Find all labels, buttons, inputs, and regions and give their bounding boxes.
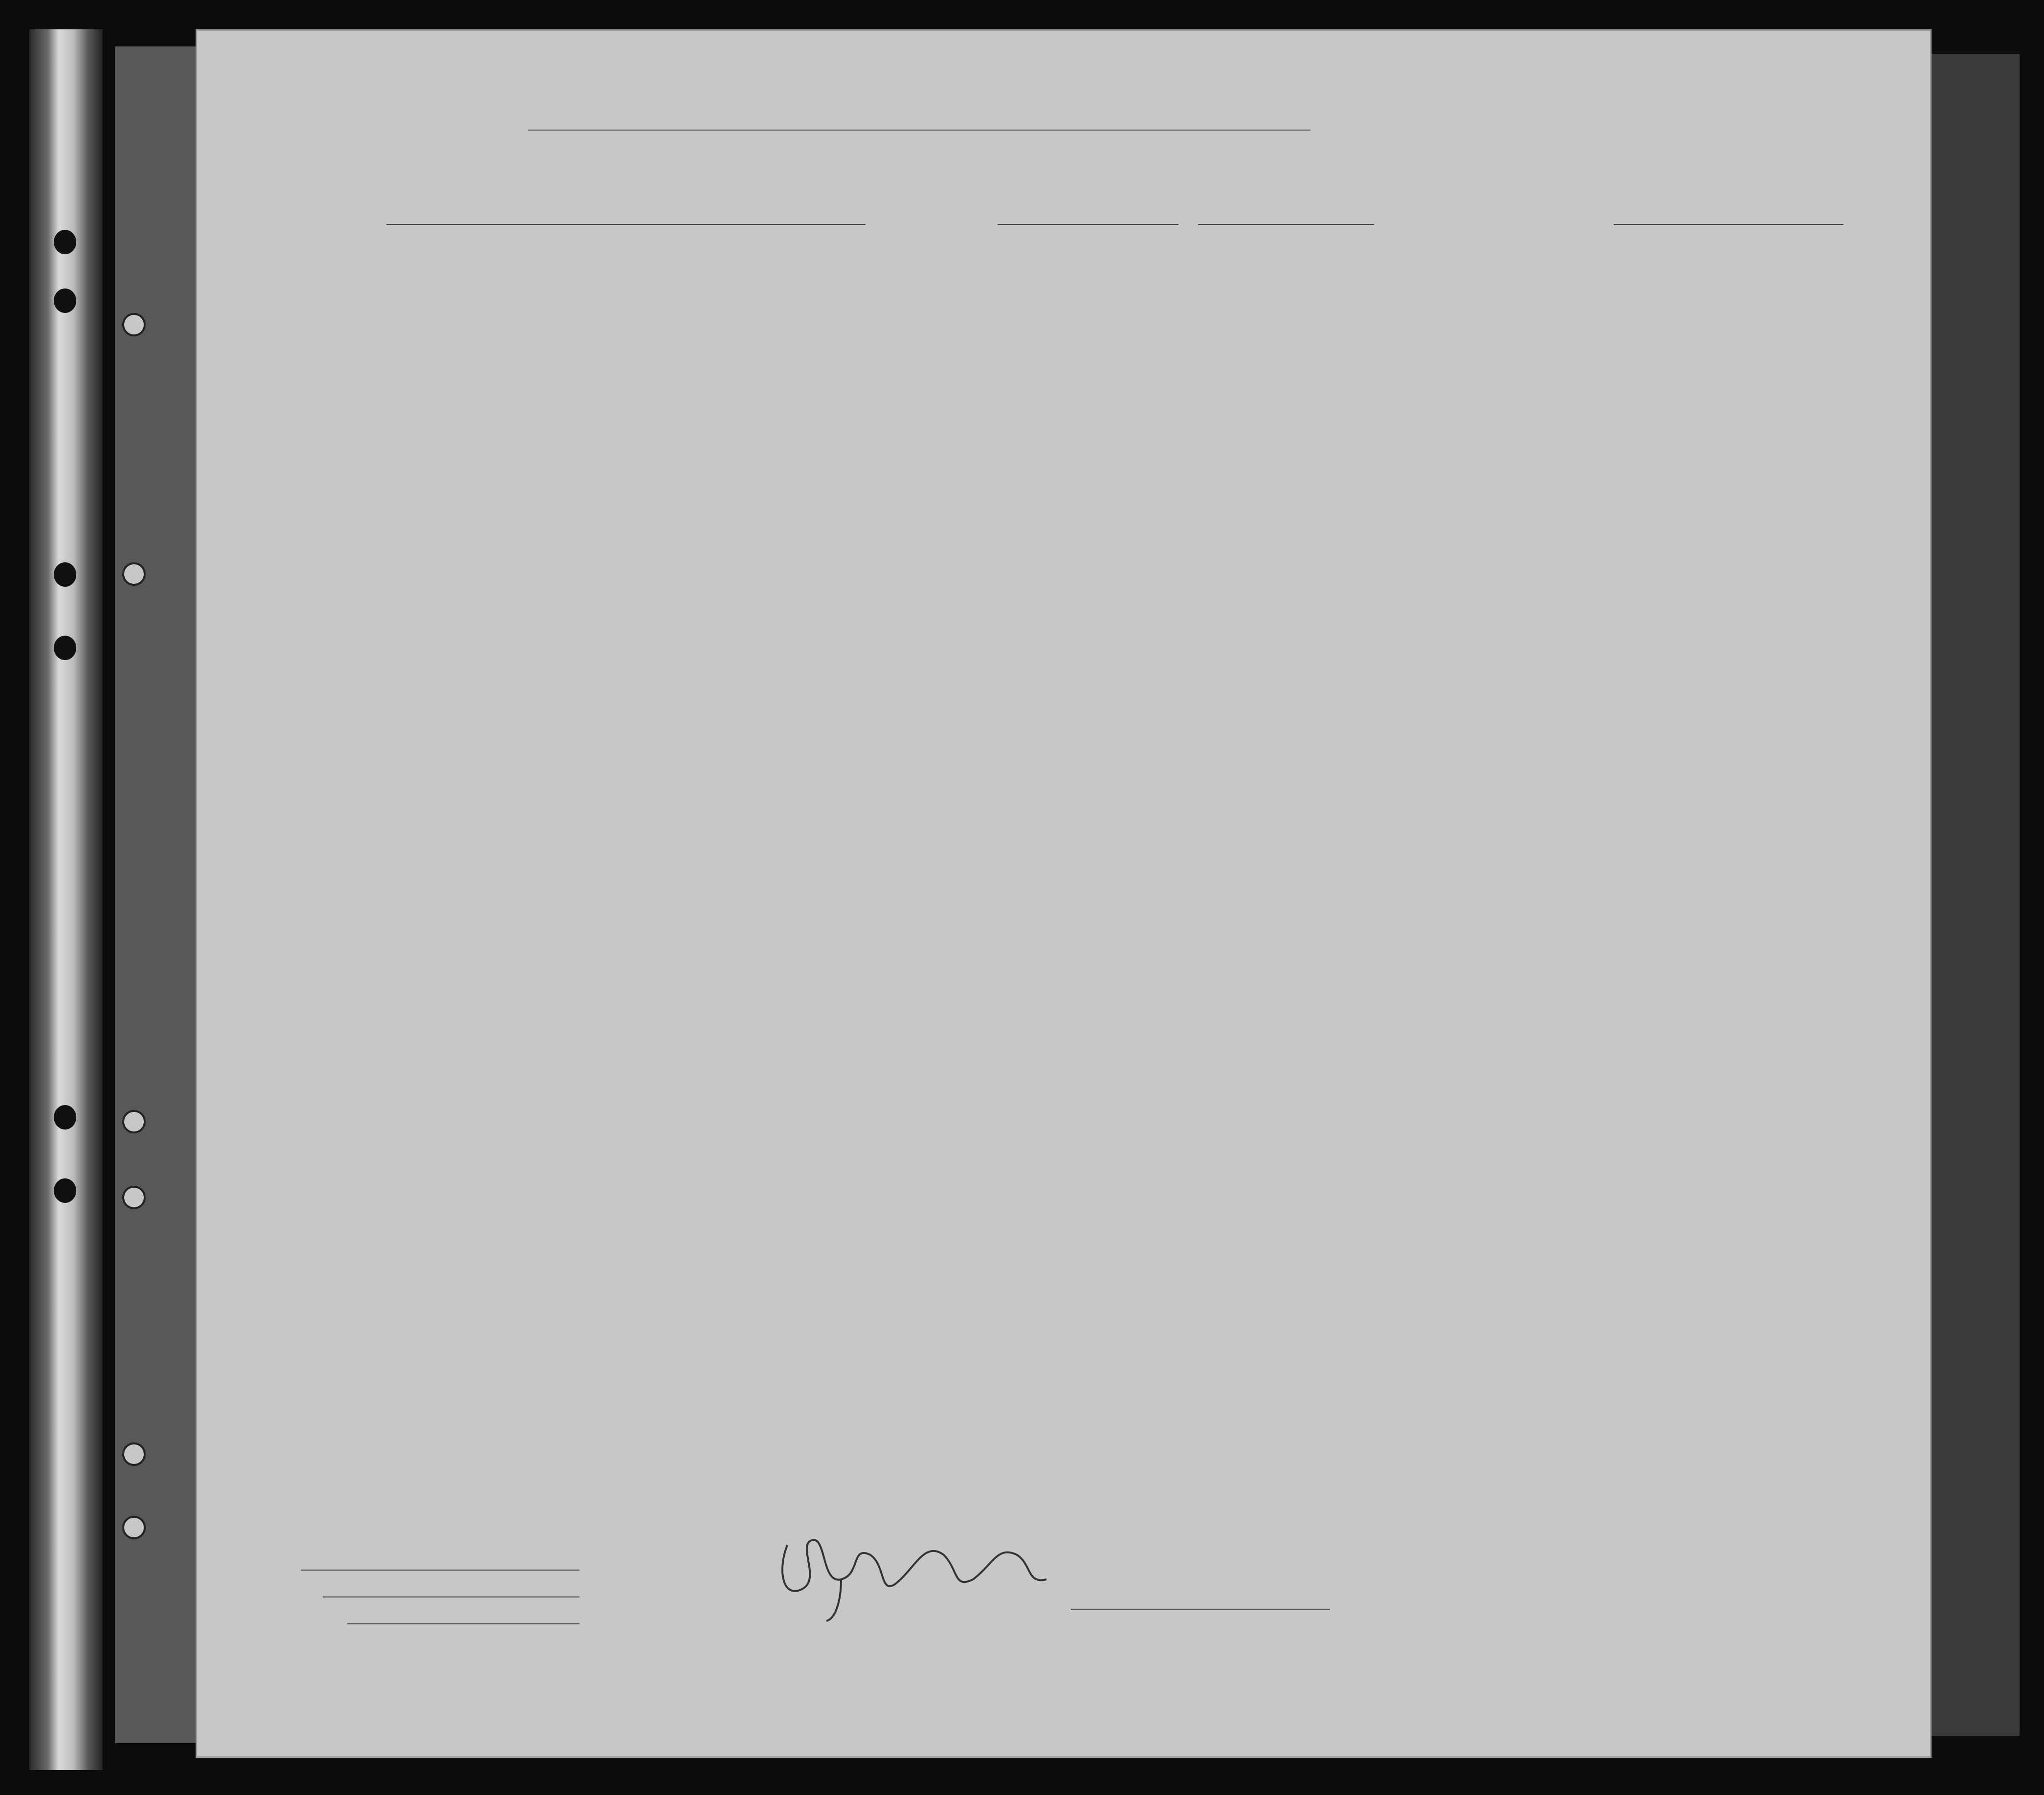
punch-hole [54,288,76,313]
ring-hole [122,313,146,336]
inspector-underline [1071,1609,1330,1610]
punch-hole [54,1105,76,1130]
ring-hole [122,562,146,586]
page-shadow-right [1922,54,2020,1736]
title-underline [528,130,1311,131]
from-underline [1614,224,1844,225]
vessel-underline [386,224,866,225]
manifest-page [196,29,1932,1758]
punch-hole [54,230,76,254]
punch-hole [54,636,76,660]
punch-hole [54,562,76,587]
arriving-underline [998,224,1178,225]
ring-hole [122,1442,146,1466]
date-underline [1198,224,1374,225]
ring-hole [122,1516,146,1539]
owners-underline [323,1596,579,1597]
punch-hole [54,1178,76,1203]
line-underline [301,1570,579,1571]
inspector-signature [768,1526,1086,1623]
ring-hole [122,1110,146,1133]
ring-hole [122,1186,146,1209]
agents-underline [347,1623,579,1624]
